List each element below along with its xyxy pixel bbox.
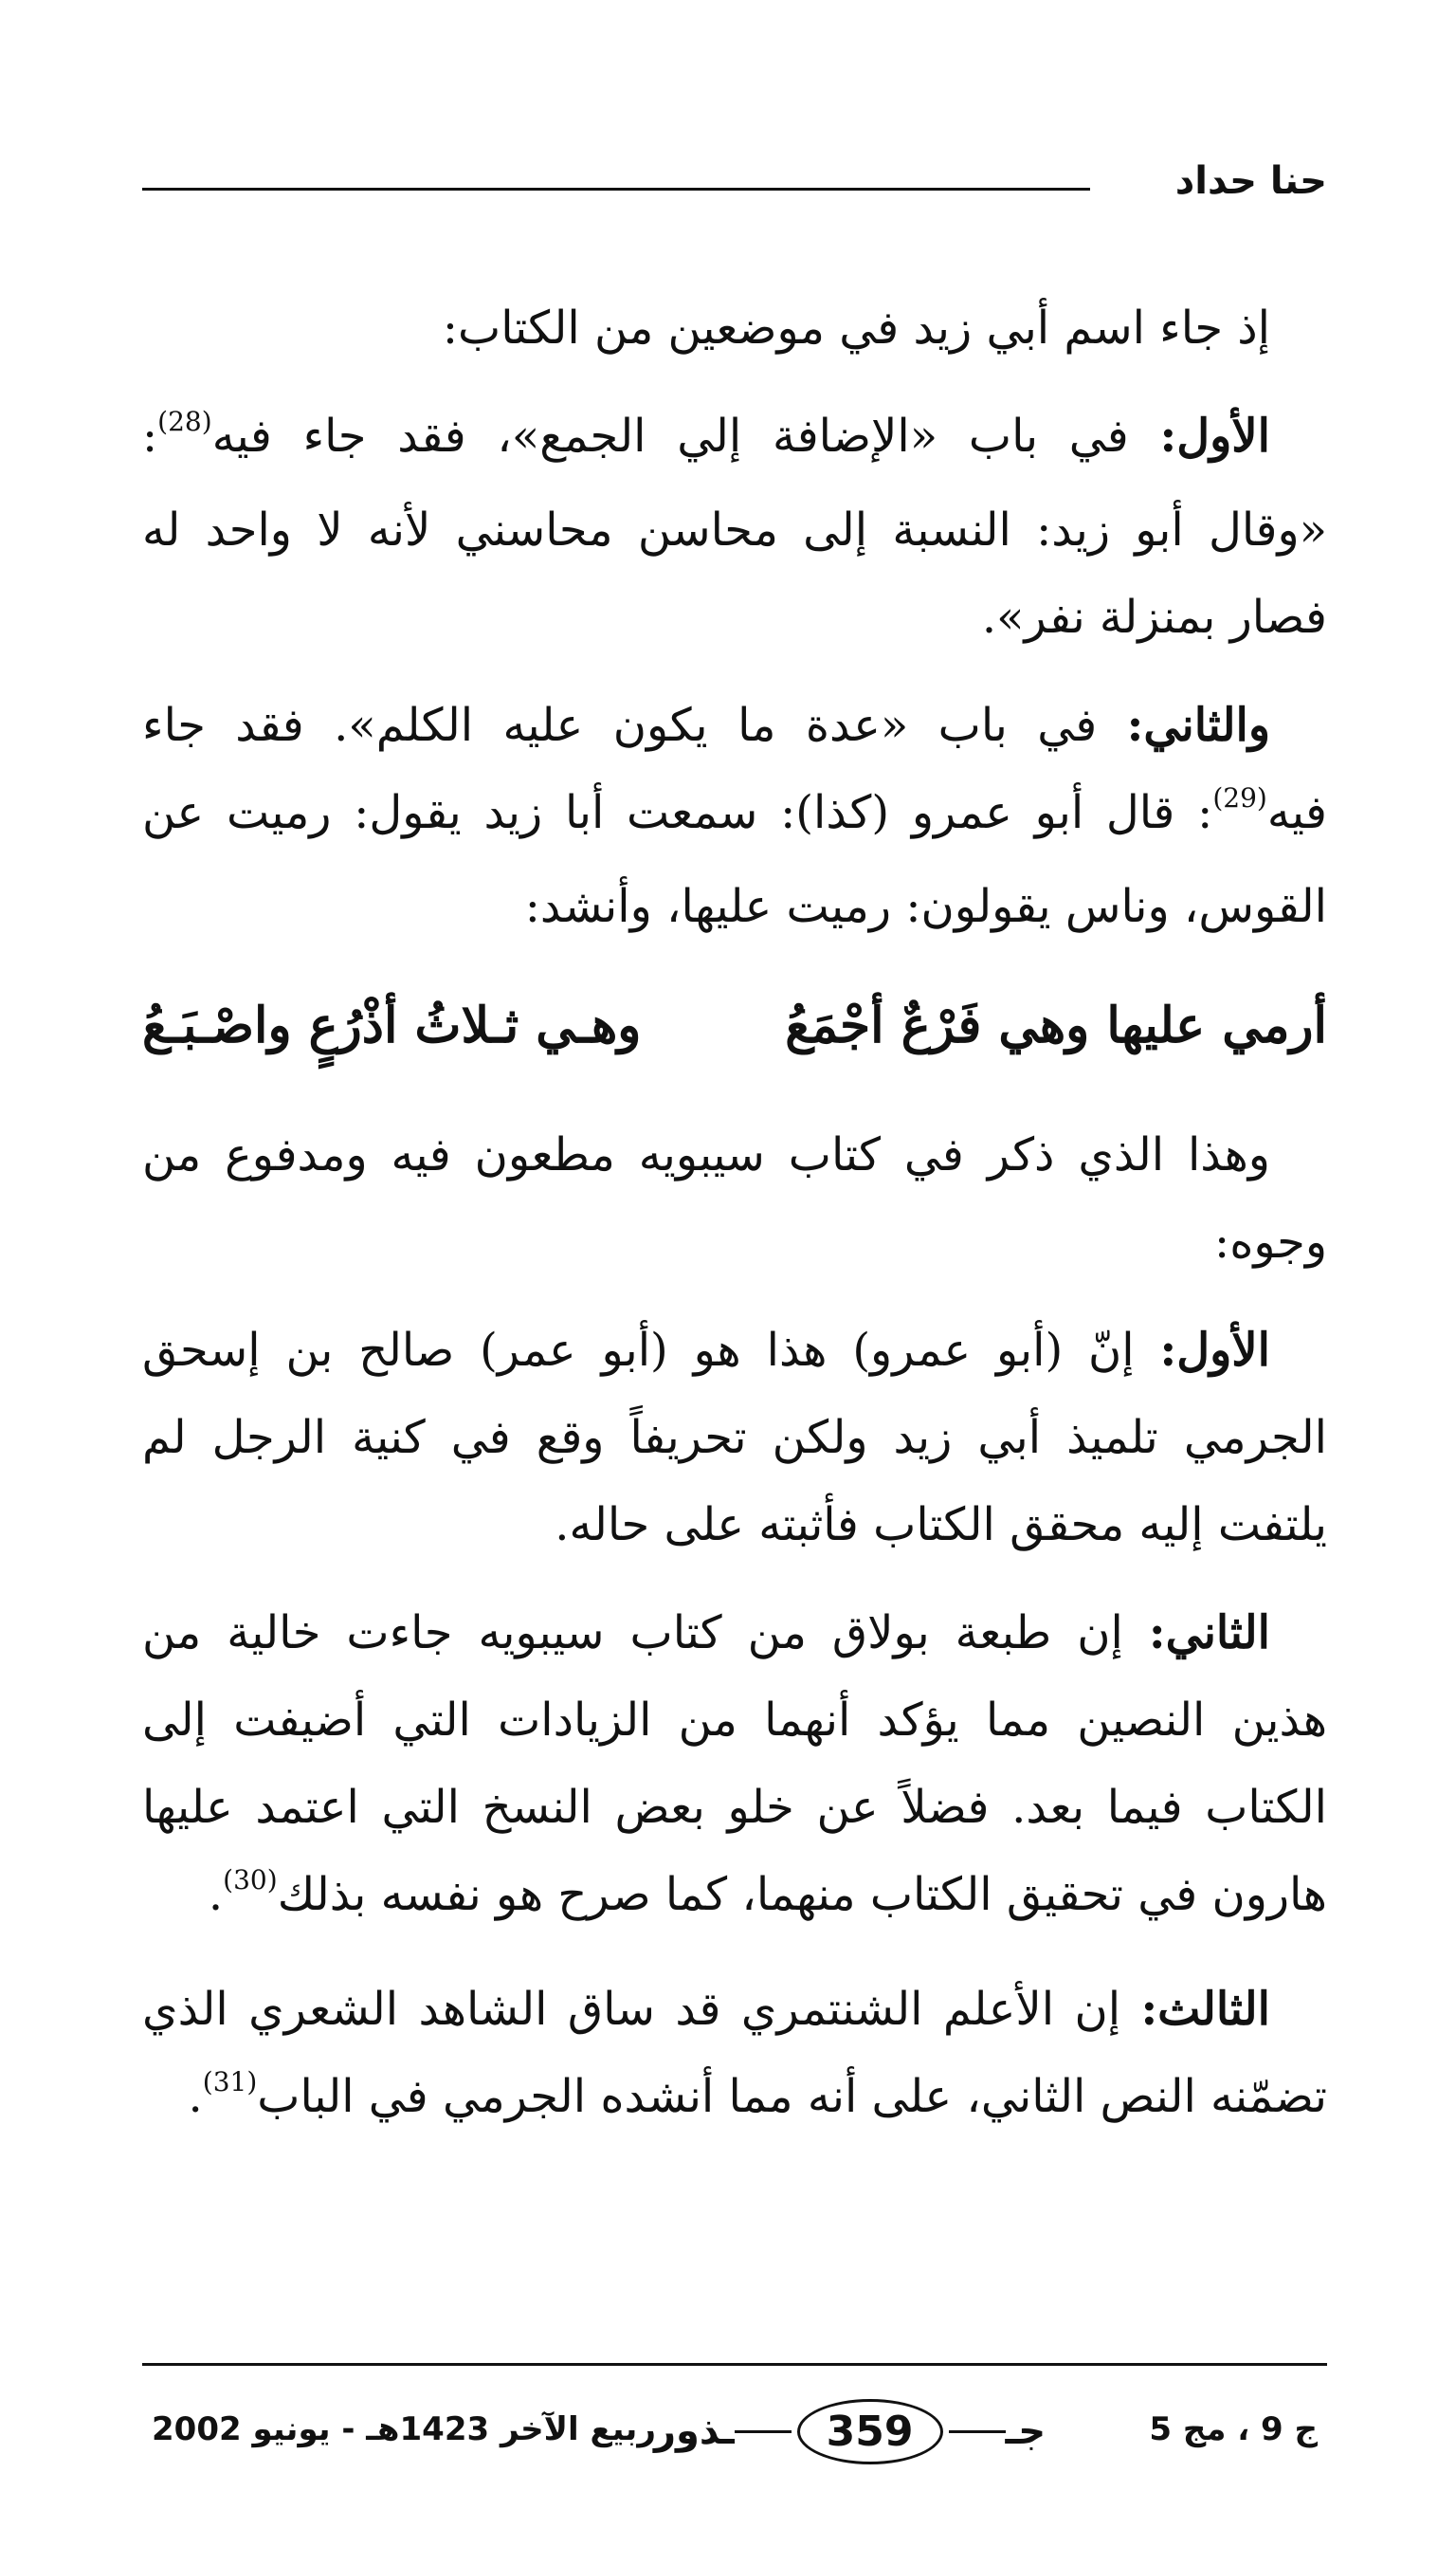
second-after: : قال أبو عمرو (كذا): سمعت أبا زيد يقول: رميت عن القوس، وناس يقولون: رميت عليها، وأنشد: — [142, 786, 1327, 933]
point-three-text: إن الأعلم الشنتمري قد ساق الشاهد الشعري الذي تضمّنه النص الثاني، على أنه مما أنشده الجرمي في الباب — [142, 1983, 1327, 2123]
point-three-end: . — [188, 2070, 203, 2123]
first-after: : «وقال أبو زيد: النسبة إلى محاسن محاسني لأنه لا واحد له فصار بمنزلة نفر». — [142, 410, 1327, 644]
first-occurrence-paragraph — [142, 393, 1327, 661]
footnote-ref-31: (31) — [202, 2066, 258, 2097]
point-two-lead: الثاني: — [1148, 1606, 1270, 1659]
journal-suffix: ـذور — [654, 2409, 735, 2453]
footer-date: ربيع الآخر 1423هـ - يونيو 2002 — [152, 2410, 656, 2448]
footnote-ref-29: (29) — [1212, 782, 1267, 814]
verse-second-hemistich: وهـي ثـلاثُ أذْرُعٍ واصْـبَـعُ — [142, 997, 642, 1054]
journal-prefix: جـ — [1005, 2409, 1046, 2453]
journal-dash-left — [735, 2430, 792, 2433]
second-lead: والثاني: — [1126, 699, 1270, 752]
first-lead: الأول: — [1159, 410, 1270, 463]
point-one-paragraph — [142, 1307, 1327, 1568]
point-three-lead: الثالث: — [1140, 1983, 1270, 2036]
second-text: في باب «عدة ما يكون عليه الكلم». فقد جاء فيه — [142, 699, 1327, 839]
footnote-ref-30: (30) — [223, 1864, 278, 1896]
journal-dash-right — [949, 2430, 1006, 2433]
footer-volume: ج 9 ، مج 5 — [1149, 2410, 1318, 2448]
point-three-paragraph — [142, 1966, 1327, 2147]
poetry-verse — [142, 979, 1327, 1073]
second-occurrence-paragraph — [142, 682, 1327, 950]
footer-rule — [142, 2363, 1327, 2366]
point-two-end: . — [208, 1868, 224, 1921]
page-number: 359 — [797, 2399, 943, 2464]
point-one-lead: الأول: — [1159, 1324, 1270, 1377]
page-body — [142, 284, 1327, 2147]
point-two-text: إن طبعة بولاق من كتاب سيبويه جاءت خالية من هذين النصين مما يؤكد أنهما من الزيادات التي أضيفت إلى الكتاب فيما بعد. فضلاً عن خلو بعض النسخ التي اعتمد عليها هارون في تحقيق الكتاب منهما، كما صرح هو نفسه بذلك — [142, 1606, 1328, 1921]
running-header — [142, 152, 1327, 218]
intro-paragraph: إذ جاء اسم أبي زيد في موضعين من الكتاب: — [442, 302, 1270, 355]
first-text: في باب «الإضافة إلي الجمع»، فقد جاء فيه — [211, 410, 1160, 463]
page-footer — [142, 2380, 1327, 2484]
footnote-ref-28: (28) — [157, 406, 212, 437]
header-author: حنا حداد — [1174, 159, 1327, 203]
point-one-text: إنّ (أبو عمرو) هذا هو (أبو عمر) صالح بن إسحق الجرمي تلميذ أبي زيد ولكن تحريفاً وقع في كنية الرجل لم يلتفت إليه محقق الكتاب فأثبته على حاله. — [142, 1324, 1327, 1551]
journal-mark — [654, 2393, 1046, 2469]
header-rule — [142, 188, 1090, 191]
critique-paragraph: وهذا الذي ذكر في كتاب سيبويه مطعون فيه ومدفوع من وجوه: — [142, 1128, 1327, 1269]
verse-first-hemistich: أرمي عليها وهي فَرْعٌ أجْمَعُ — [785, 997, 1327, 1054]
point-two-paragraph — [142, 1589, 1327, 1945]
